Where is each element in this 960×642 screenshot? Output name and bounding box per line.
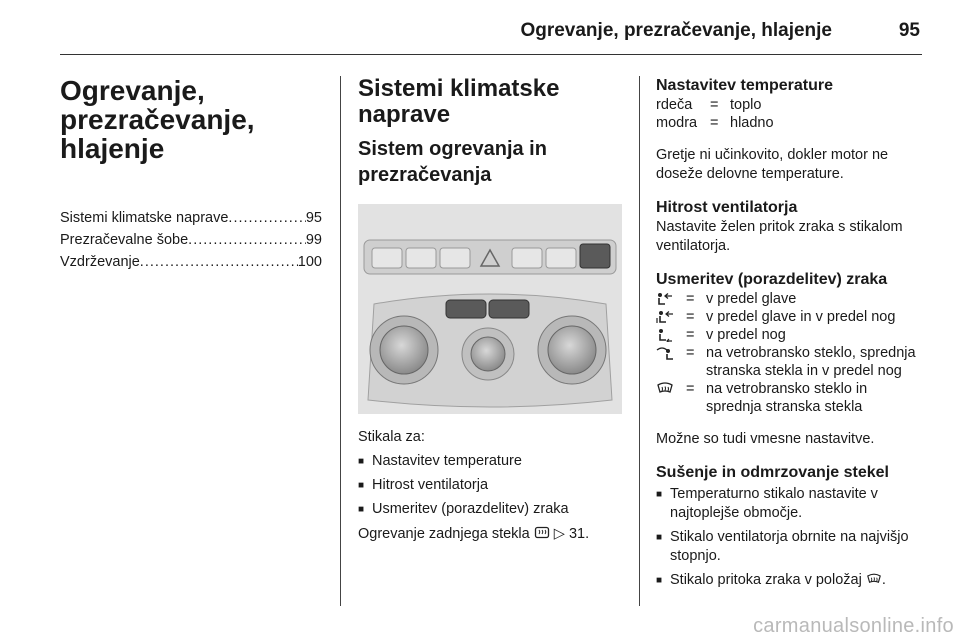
definition-row: = na vetrobransko steklo, sprednja stranska stekla in v predel nog bbox=[656, 344, 922, 380]
defrost-heading: Sušenje in odmrzovanje stekel bbox=[656, 464, 889, 481]
definition-row: = v predel glave bbox=[656, 290, 922, 308]
middle-column bbox=[358, 76, 622, 546]
toc-entry[interactable]: Vzdrževanje ..... 100 bbox=[60, 251, 322, 273]
feet-icon bbox=[656, 326, 686, 344]
table-of-contents bbox=[60, 207, 322, 273]
list-item: ■ Stikalo pritoka zraka v položaj . bbox=[656, 571, 922, 592]
windscreen-icon bbox=[866, 573, 882, 592]
definition-row: = v predel nog bbox=[656, 326, 922, 344]
page-header bbox=[60, 14, 922, 55]
temperature-note: Gretje ni učinkovito, dokler motor ne doseže delovne temperature. bbox=[656, 147, 889, 182]
page-number: 95 bbox=[898, 20, 920, 41]
list-item: ■ Stikalo ventilatorja obrnite na najvišjo stopnjo. bbox=[656, 529, 909, 564]
chapter-title: Ogrevanje, prezračevanje, hlajenje bbox=[60, 75, 255, 164]
toc-entry[interactable]: Prezračevalne šobe ..... 99 bbox=[60, 229, 322, 251]
toc-entry[interactable]: Sistemi klimatske naprave ..... 95 bbox=[60, 207, 322, 229]
list-item: ■ Nastavitev temperature bbox=[358, 453, 522, 469]
windscreen-icon bbox=[656, 380, 686, 416]
watermark: carmanualsonline.info bbox=[753, 615, 954, 637]
windscreen-and-feet-icon bbox=[656, 344, 686, 380]
column-divider-right bbox=[639, 76, 640, 606]
list-item: ■ Temperaturno stikalo nastavite v najtoplejše območje. bbox=[656, 486, 878, 521]
head-icon bbox=[656, 290, 686, 308]
column-divider-left bbox=[340, 76, 341, 606]
section-title: Sistemi klimatske naprave bbox=[358, 75, 560, 128]
rear-window-heating-line: Ogrevanje zadnjega stekla ▷ 31. bbox=[358, 525, 622, 546]
rear-window-heating-icon bbox=[534, 526, 550, 546]
head-and-feet-icon bbox=[656, 308, 686, 326]
left-column bbox=[60, 76, 322, 273]
fan-speed-heading: Hitrost ventilatorja bbox=[656, 199, 798, 216]
air-distribution-note: Možne so tudi vmesne nastavitve. bbox=[656, 431, 875, 447]
definition-row: = na vetrobransko steklo in sprednja stranska stekla bbox=[656, 380, 922, 416]
page-reference[interactable]: 31. bbox=[568, 526, 590, 542]
fan-speed-text: Nastavite želen pritok zraka s stikalom ventilatorja. bbox=[656, 219, 903, 254]
subsection-title: Sistem ogrevanja in prezračevanja bbox=[358, 138, 547, 186]
switches-intro: Stikala za: bbox=[358, 429, 425, 445]
definition-row: rdeča = toplo bbox=[656, 97, 762, 113]
definition-row: = v predel glave in v predel nog bbox=[656, 308, 922, 326]
climate-panel-drawing bbox=[358, 204, 622, 414]
temperature-heading: Nastavitev temperature bbox=[656, 77, 833, 94]
air-distribution-heading: Usmeritev (porazdelitev) zraka bbox=[656, 271, 888, 288]
list-item: ■ Usmeritev (porazdelitev) zraka bbox=[358, 501, 569, 517]
page-reference-arrow-icon: ▷ bbox=[553, 526, 565, 542]
list-item: ■ Hitrost ventilatorja bbox=[358, 477, 489, 493]
right-column bbox=[656, 76, 922, 592]
running-title: Ogrevanje, prezračevanje, hlajenje bbox=[520, 20, 832, 41]
climate-control-panel-illustration bbox=[358, 204, 622, 414]
definition-row: modra = hladno bbox=[656, 115, 774, 131]
